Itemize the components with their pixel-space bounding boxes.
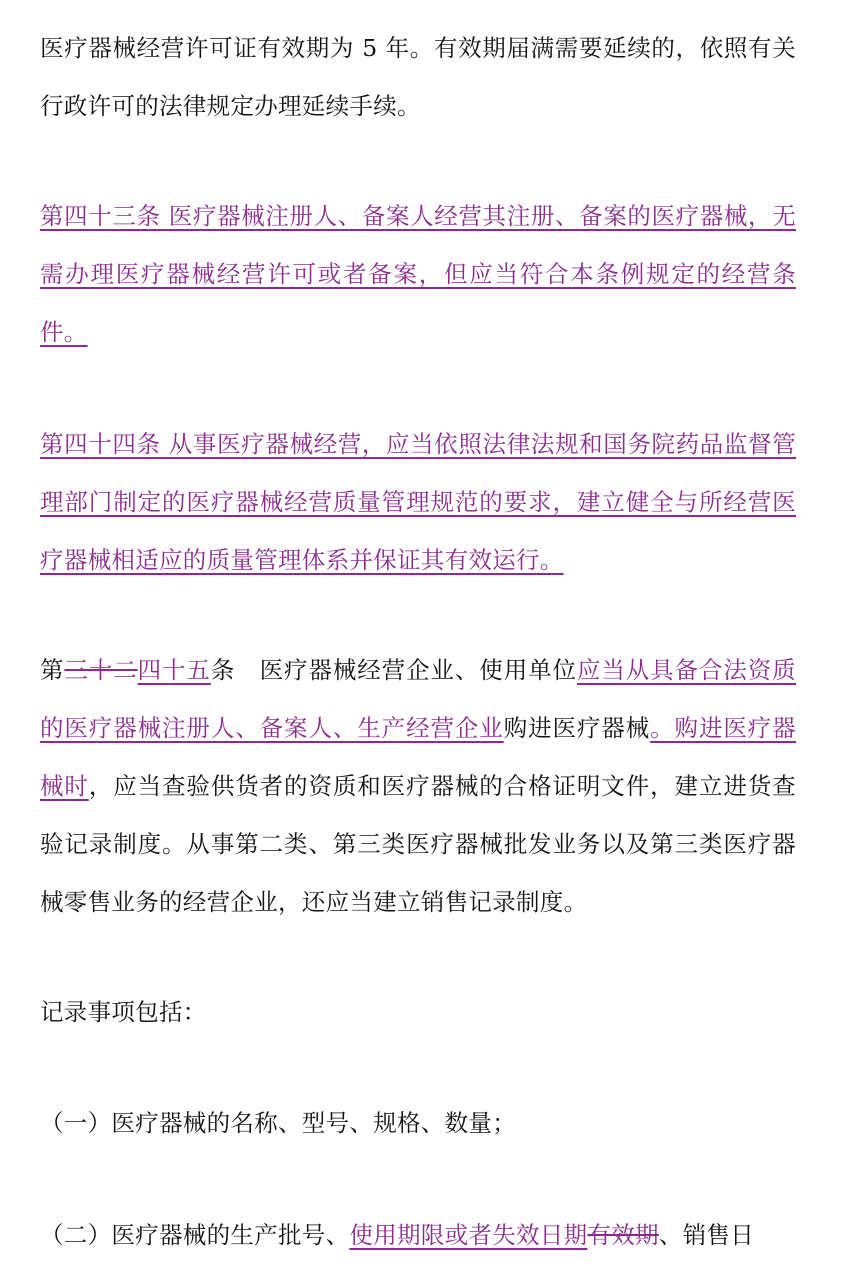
paragraph-text: 记录事项包括： [40,998,207,1026]
inserted-text: 。购进医疗器械时 [40,714,796,800]
paragraph-text: ，应当查验供货者的资质和医疗器械的合格证明文件，建立进货查验记录制度。从事第二类、第三类医疗器械批发业务以及第三类医疗器械零售业务的经营企业，还应当建立销售记录制度。 [40,772,796,916]
paragraph-text: 医疗器械经营许可证有效期为 5 年。有效期届满需要延续的，依照有关行政许可的法律规定办理延续手续。 [40,34,796,120]
inserted-text: 使用期限或者失效日期 [349,1221,588,1249]
paragraph-text: 第 [40,656,65,684]
deleted-text: 有效期 [587,1221,659,1249]
inserted-text: 第四十三条 医疗器械注册人、备案人经营其注册、备案的医疗器械，无需办理医疗器械经营许可或者备案，但应当符合本条例规定的经营条件。 [40,202,796,346]
paragraph-text: （一）医疗器械的名称、型号、规格、数量； [40,1109,516,1137]
paragraph-license-validity [40,19,796,135]
inserted-text: 应当从具备合法资质的医疗器械注册人、备案人、生产经营企业 [40,656,796,742]
paragraph-item-2 [40,1206,796,1264]
paragraph-record-items [40,983,796,1041]
paragraph-article-45 [40,641,796,931]
deleted-text: 三十二 [64,656,138,684]
paragraph-text: （二）医疗器械的生产批号、 [40,1221,350,1249]
paragraph-text: 、销售日 [658,1221,755,1249]
inserted-text: 四十五 [137,656,211,684]
paragraph-article-44 [40,415,796,589]
paragraph-item-1 [40,1094,796,1152]
paragraph-text: 条 医疗器械经营企业、使用单位 [210,656,577,684]
paragraph-text: 购进医疗器械 [503,714,651,742]
paragraph-article-43 [40,187,796,361]
inserted-text: 第四十四条 从事医疗器械经营，应当依照法律法规和国务院药品监督管理部门制定的医疗器械经营质量管理规范的要求，建立健全与所经营医疗器械相适应的质量管理体系并保证其有效运行。 [40,430,796,574]
